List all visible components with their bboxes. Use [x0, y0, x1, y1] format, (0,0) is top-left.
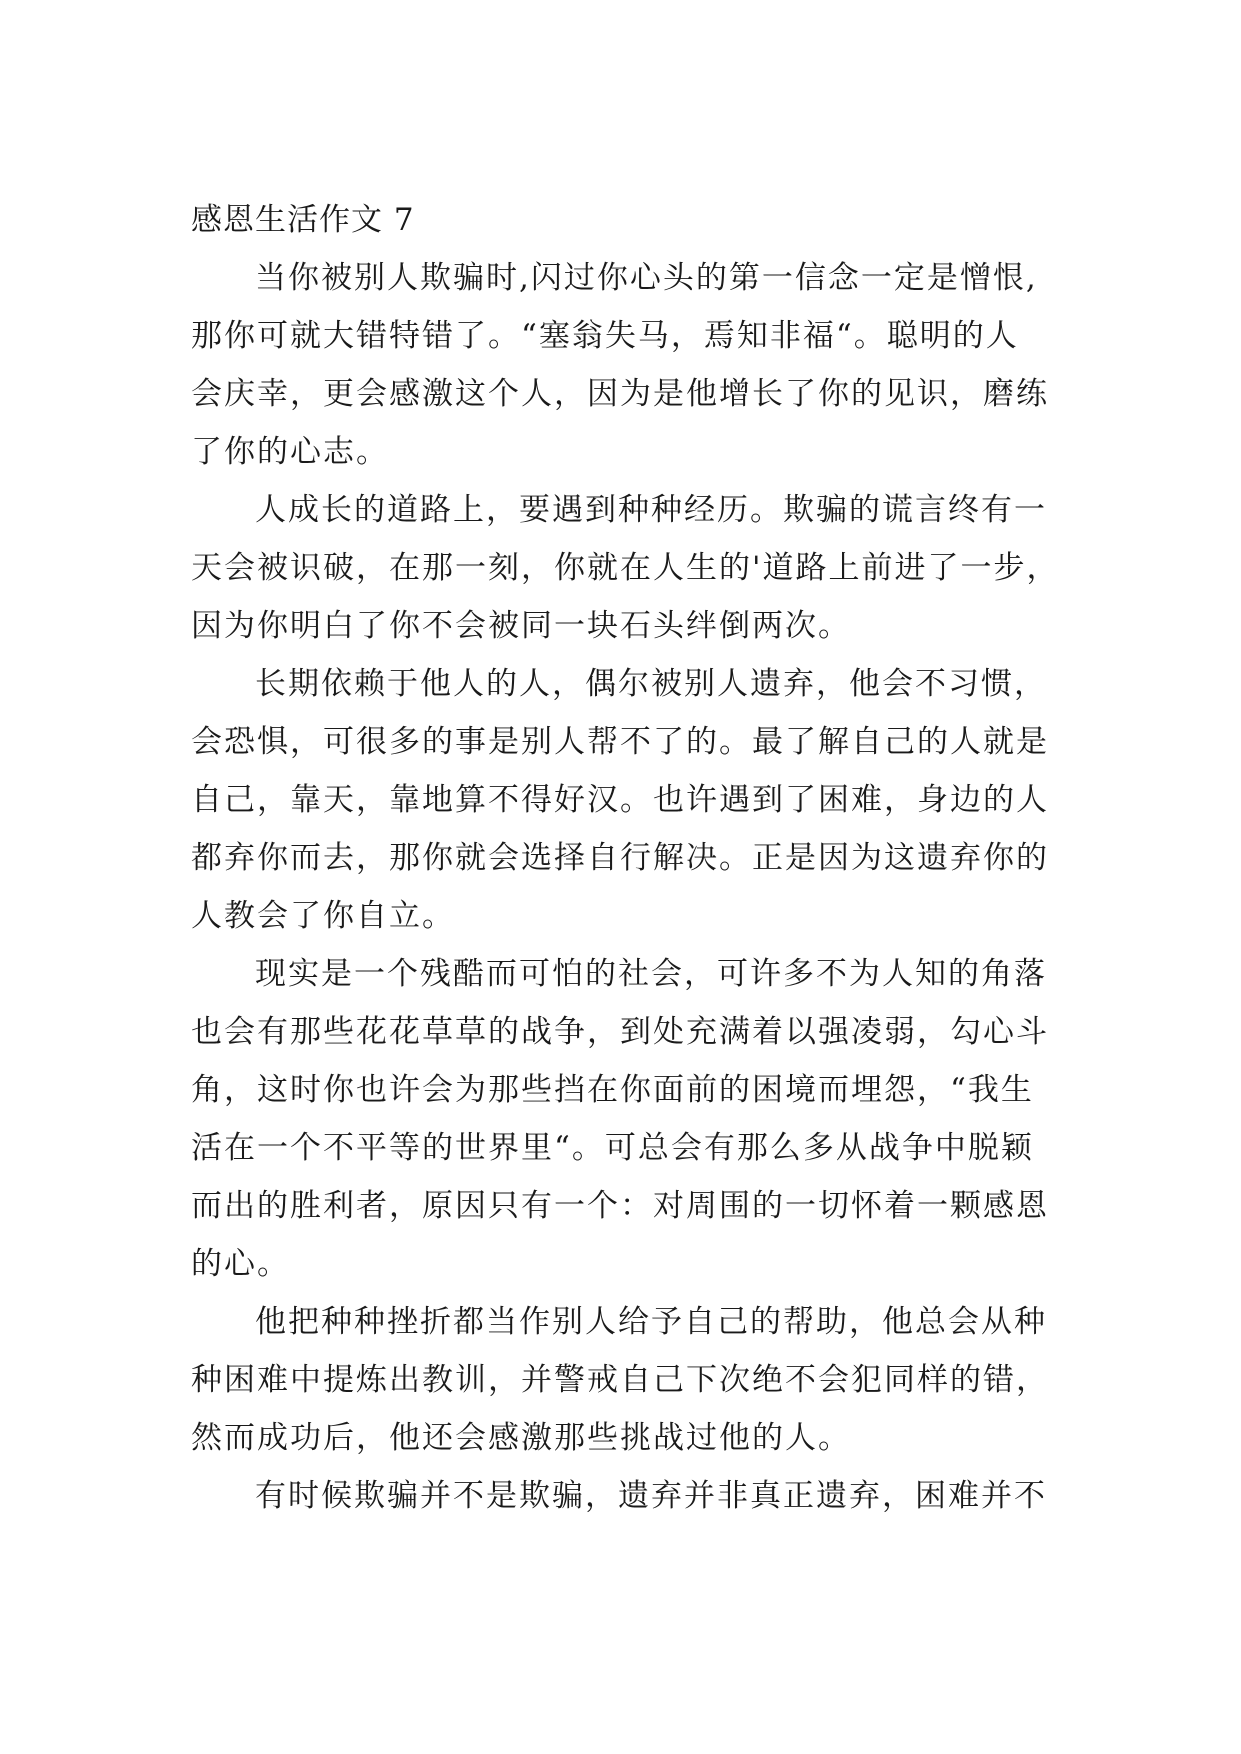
- paragraph-line: 而出的胜利者，原因只有一个：对周围的一切怀着一颗感恩: [191, 1188, 1049, 1224]
- paragraph-line: 自己，靠天，靠地算不得好汉。也许遇到了困难，身边的人: [191, 782, 1049, 818]
- paragraph-line: 角，这时你也许会为那些挡在你面前的困境而埋怨，“我生: [191, 1072, 1034, 1108]
- paragraph-line: 会恐惧，可很多的事是别人帮不了的。最了解自己的人就是: [191, 724, 1049, 760]
- paragraph-2: [191, 481, 1071, 655]
- paragraph-line: 人教会了你自立。: [191, 898, 455, 934]
- paragraph-line: 都弃你而去，那你就会选择自行解决。正是因为这遗弃你的: [191, 840, 1049, 876]
- paragraph-line: 现实是一个残酷而可怕的社会，可许多不为人知的角落: [255, 956, 1047, 992]
- paragraph-1: [191, 249, 1071, 481]
- paragraph-line: 他把种种挫折都当作别人给予自己的帮助，他总会从种: [255, 1304, 1047, 1340]
- paragraph-line: 会庆幸，更会感激这个人，因为是他增长了你的见识，磨练: [191, 376, 1049, 412]
- paragraph-line: 也会有那些花花草草的战争，到处充满着以强凌弱，勾心斗: [191, 1014, 1049, 1050]
- paragraph-line: 长期依赖于他人的人，偶尔被别人遗弃，他会不习惯，: [255, 666, 1047, 702]
- paragraph-6: [191, 1467, 1071, 1525]
- paragraph-line: 种困难中提炼出教训，并警戒自己下次绝不会犯同样的错，: [191, 1362, 1049, 1398]
- document-title: 感恩生活作文 7: [191, 202, 415, 238]
- paragraph-line: 当你被别人欺骗时,闪过你心头的第一信念一定是憎恨,: [255, 260, 1038, 296]
- paragraph-line: 的心。: [191, 1246, 290, 1282]
- paragraph-line: 活在一个不平等的世界里“。可总会有那么多从战争中脱颖: [191, 1130, 1034, 1166]
- paragraph-line: 然而成功后，他还会感激那些挑战过他的人。: [191, 1420, 851, 1456]
- paragraph-5: [191, 1293, 1071, 1467]
- paragraph-line: 了你的心志。: [191, 434, 389, 470]
- paragraph-line: 因为你明白了你不会被同一块石头绊倒两次。: [191, 608, 851, 644]
- paragraph-3: [191, 655, 1071, 945]
- document-body: [191, 191, 1071, 1525]
- paragraph-line: 有时候欺骗并不是欺骗，遗弃并非真正遗弃，困难并不: [255, 1478, 1047, 1514]
- paragraph-line: 天会被识破，在那一刻，你就在人生的'道路上前进了一步，: [191, 550, 1060, 586]
- paragraph-line: 那你可就大错特错了。“塞翁失马，焉知非福“。聪明的人: [191, 318, 1019, 354]
- paragraph-line: 人成长的道路上，要遇到种种经历。欺骗的谎言终有一: [255, 492, 1047, 528]
- paragraph-4: [191, 945, 1071, 1293]
